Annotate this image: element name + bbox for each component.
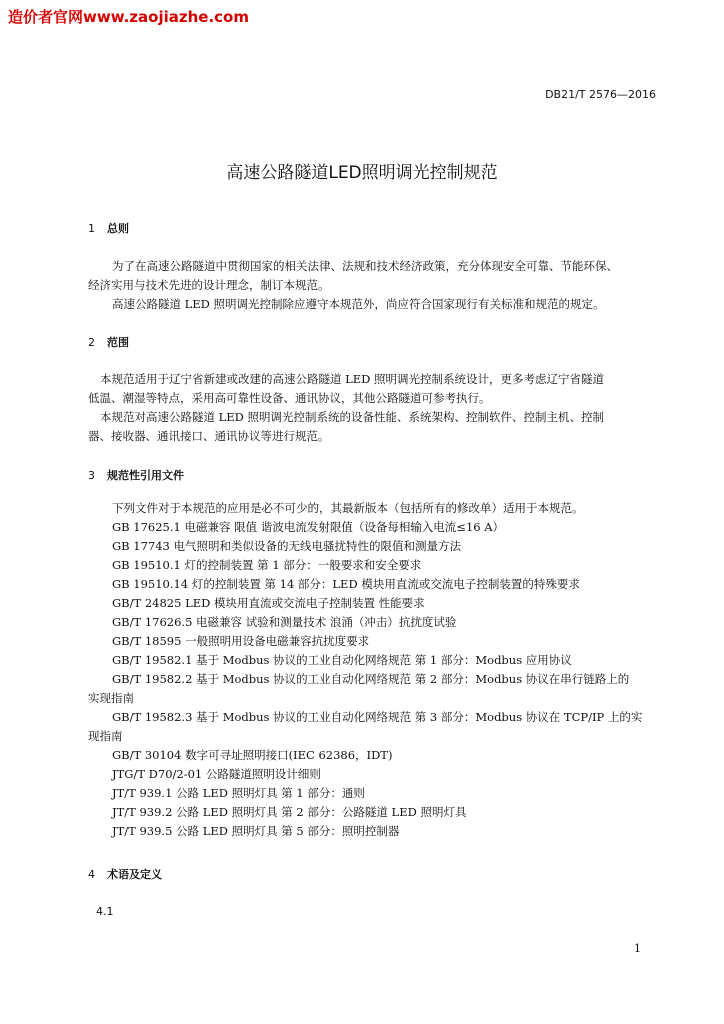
reference-item: GB/T 19582.2 基于 Modbus 协议的工业自动化网络规范 第 2 部分：Modbus 协议在串行链路上的 <box>112 672 630 686</box>
section-heading-2 <box>88 334 129 350</box>
reference-item: GB/T 18595 一般照明用设备电磁兼容抗扰度要求 <box>112 634 370 648</box>
reference-item: GB/T 30104 数字可寻址照明接口(IEC 62386，IDT) <box>112 748 393 762</box>
document-title: 高速公路隧道LED照明调光控制规范 <box>226 163 498 183</box>
paragraph-line: 经济实用与技术先进的设计理念，制订本规范。 <box>88 278 330 292</box>
paragraph-line: 本规范适用于辽宁省新建或改建的高速公路隧道 LED 照明调光控制系统设计，更多考虑辽宁省隧道 <box>100 372 605 386</box>
section-number: 4 <box>88 868 95 881</box>
reference-item: GB 17743 电气照明和类似设备的无线电骚扰特性的限值和测量方法 <box>112 539 462 553</box>
section-number: 1 <box>88 222 95 235</box>
reference-item: GB/T 17626.5 电磁兼容 试验和测量技术 浪涌（冲击）抗扰度试验 <box>112 615 457 629</box>
paragraph-line: 低温、潮湿等特点，采用高可靠性设备、通讯协议，其他公路隧道可参考执行。 <box>88 391 491 405</box>
section-heading-1 <box>88 220 129 236</box>
reference-item: GB/T 19582.3 基于 Modbus 协议的工业自动化网络规范 第 3 部分：Modbus 协议在 TCP/IP 上的实 <box>112 710 643 724</box>
reference-item: GB 17625.1 电磁兼容 限值 谐波电流发射限值（设备每相输入电流≤16 A） <box>112 520 505 534</box>
paragraph-2-1 <box>88 370 656 408</box>
reference-item: GB 19510.1 灯的控制装置 第 1 部分：一般要求和安全要求 <box>112 558 422 572</box>
paragraph-line: 器、接收器、通讯接口、通讯协议等进行规范。 <box>88 429 330 443</box>
reference-item: JTG/T D70/2-01 公路隧道照明设计细则 <box>112 767 321 781</box>
reference-item-continuation: 实现指南 <box>88 691 134 705</box>
reference-item-continuation: 现指南 <box>88 729 123 743</box>
section-heading-3 <box>88 467 184 483</box>
section-number: 2 <box>88 336 95 349</box>
reference-item: JT/T 939.5 公路 LED 照明灯具 第 5 部分：照明控制器 <box>112 824 400 838</box>
reference-item: GB/T 19582.1 基于 Modbus 协议的工业自动化网络规范 第 1 部分：Modbus 应用协议 <box>112 653 572 667</box>
section-heading-4 <box>88 866 162 882</box>
document-code: DB21/T 2576—2016 <box>545 88 656 101</box>
section-title: 总则 <box>107 222 129 235</box>
references-intro: 下列文件对于本规范的应用是必不可少的，其最新版本（包括所有的修改单）适用于本规范。 <box>112 501 584 515</box>
paragraph-line: 高速公路隧道 LED 照明调光控制除应遵守本规范外，尚应符合国家现行有关标准和规范的规定。 <box>112 297 605 311</box>
paragraph-line: 为了在高速公路隧道中贯彻国家的相关法律、法规和技术经济政策，充分体现安全可靠、节能环保、 <box>112 259 618 273</box>
normative-references <box>88 499 656 841</box>
paragraph-1-1 <box>88 257 656 295</box>
reference-item: GB 19510.14 灯的控制装置 第 14 部分：LED 模块用直流或交流电子控制装置的特殊要求 <box>112 577 580 591</box>
paragraph-line: 本规范对高速公路隧道 LED 照明调光控制系统的设备性能、系统架构、控制软件、控制主机、控制 <box>100 410 605 424</box>
reference-item: JT/T 939.1 公路 LED 照明灯具 第 1 部分：通则 <box>112 786 365 800</box>
section-number: 3 <box>88 469 95 482</box>
page-number: 1 <box>634 942 641 955</box>
section-title: 术语及定义 <box>107 868 162 881</box>
section-title: 范围 <box>107 336 129 349</box>
paragraph-1-2 <box>88 295 656 314</box>
paragraph-2-2 <box>88 408 656 446</box>
reference-item: JT/T 939.2 公路 LED 照明灯具 第 2 部分：公路隧道 LED 照明灯具 <box>112 805 467 819</box>
clause-number: 4.1 <box>96 905 114 918</box>
watermark: 造价者官网www.zaojiazhe.com <box>8 8 249 26</box>
section-title: 规范性引用文件 <box>107 469 184 482</box>
reference-item: GB/T 24825 LED 模块用直流或交流电子控制装置 性能要求 <box>112 596 425 610</box>
